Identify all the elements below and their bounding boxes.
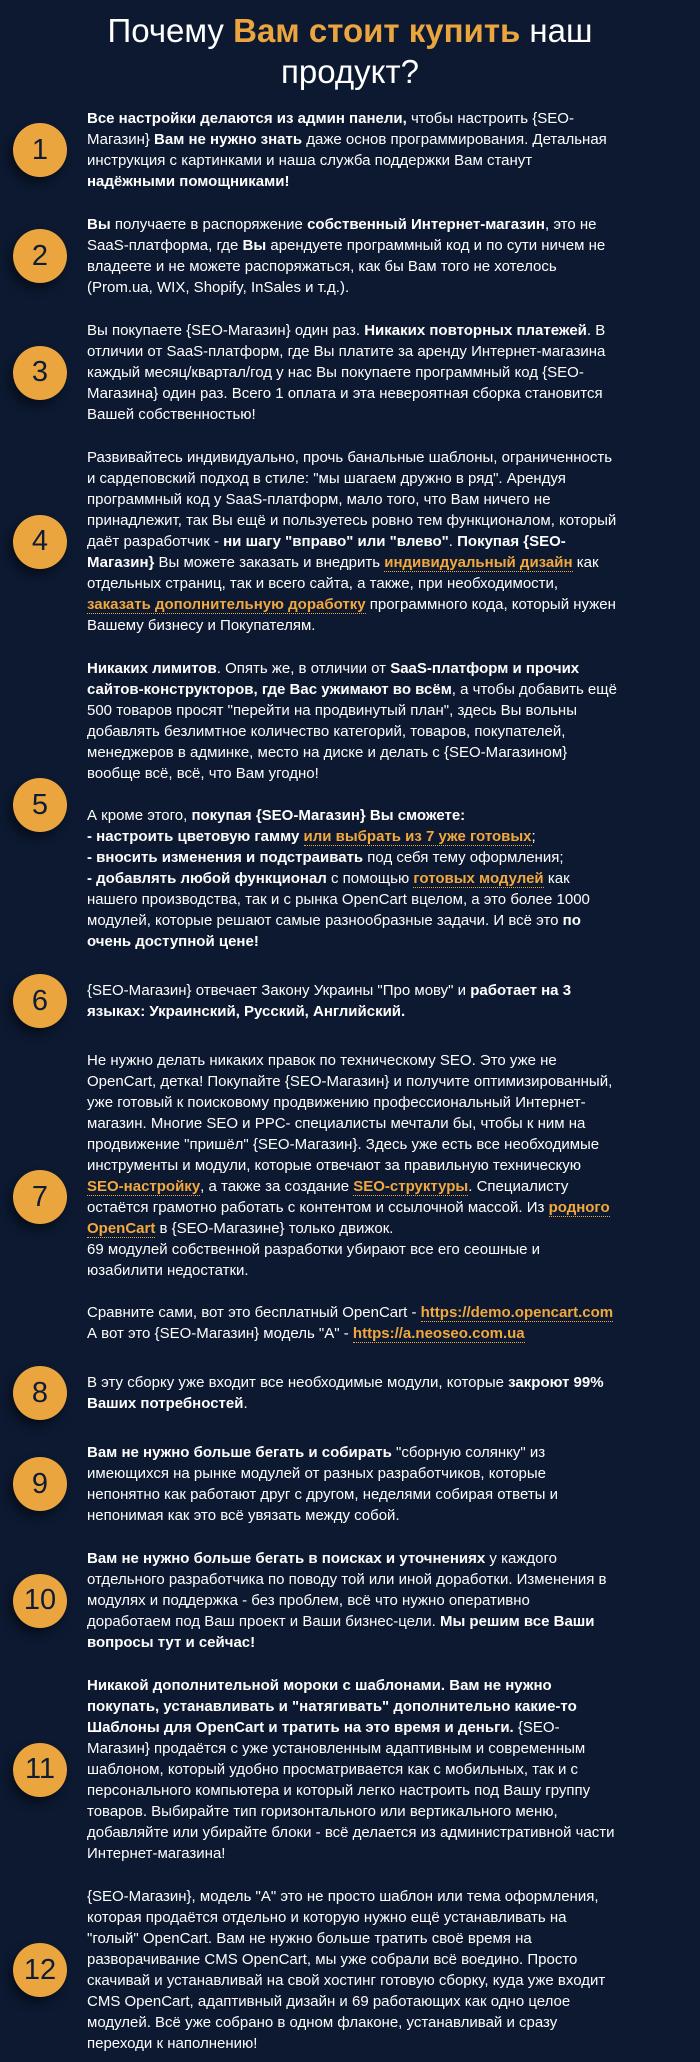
text-run: Вам стоит купить bbox=[233, 12, 521, 49]
text-run: наш bbox=[520, 12, 593, 49]
benefit-item bbox=[13, 1442, 618, 1526]
item-text bbox=[87, 980, 618, 1022]
text-run: , а чтобы добавить ещё 500 товаров просят "перейти на продвинутый план", здесь Вы вольны добавлять безлимтное количество категорий, товаров, покупателей, менеджеров в админке, место на диске и делать с {SEO-Магазином} вообще всё, всё, что Вам угодно! bbox=[87, 681, 617, 782]
paragraph bbox=[87, 1050, 618, 1281]
text-run: в {SEO-Магазине} только движок. bbox=[155, 1220, 394, 1237]
text-run: Развивайтесь индивидуально, прочь банальные шаблоны, ограниченность и сардеповский подход в стиле: "мы шагаем дружно в ряд". Арендуя программный код у SaaS-платформ, мало того, что Вам ничего не принадлежит, так Вы ещё и пользуетесь ровно тем функционалом, который даёт разработчик - bbox=[87, 449, 617, 550]
item-text bbox=[87, 214, 618, 298]
item-number-badge: 5 bbox=[13, 778, 67, 832]
text-run: ; bbox=[531, 828, 536, 845]
text-run: Вам не нужно больше бегать и собирать bbox=[87, 1444, 392, 1461]
item-text bbox=[87, 1675, 618, 1864]
text-run: . Специалисту остаётся грамотно работать с контентом и ссылочной массой. Из bbox=[87, 1178, 569, 1216]
text-link[interactable]: родного OpenCart bbox=[87, 1199, 610, 1237]
paragraph bbox=[87, 1886, 618, 2054]
text-run: Не нужно делать никаких правок по техническому SEO. Это уже не OpenCart, детка! Покупайте {SEO-Магазин} и получите оптимизированный, уже готовый к поисковому продвижению профессиональный Интернет-магазин. Многие SEO и PPC- специалисты мечтали бы, чтобы к ним на продвижение "пришёл" {SEO-Магазин}. Здесь уже есть все необходимые инструменты и модули, которые отвечают за правильную техническую bbox=[87, 1052, 613, 1174]
text-run: В эту сборку уже входит все необходимые модули, которые bbox=[87, 1374, 509, 1391]
text-run: , это не SaaS-платформа, где bbox=[87, 216, 597, 254]
item-text bbox=[87, 1886, 618, 2054]
paragraph bbox=[87, 1675, 618, 1864]
text-link[interactable]: готовых модулей bbox=[413, 870, 544, 887]
item-text bbox=[87, 447, 618, 636]
paragraph bbox=[87, 980, 618, 1022]
item-text bbox=[87, 658, 618, 952]
text-run: как нашего производства, так и с рынка OpenCart вцелом, а это более 1000 модулей, которые решают самые разнообразные задачи. И всё это bbox=[87, 870, 590, 929]
text-run: с помощью bbox=[326, 870, 414, 887]
item-text bbox=[87, 108, 618, 192]
text-run: Вы можете заказать и внедрить bbox=[154, 554, 385, 571]
text-run: Мы решим все Ваши вопросы тут и сейчас! bbox=[87, 1613, 595, 1651]
text-run: Никаких лимитов bbox=[87, 660, 217, 677]
item-number-badge: 12 bbox=[13, 1943, 67, 1997]
benefit-item bbox=[13, 1050, 618, 1344]
page-title bbox=[0, 10, 700, 92]
text-run: Все настройки делаются из админ панели, bbox=[87, 110, 407, 127]
item-number-badge: 1 bbox=[13, 123, 67, 177]
text-run: , а также за создание bbox=[200, 1178, 354, 1195]
text-run: Вы bbox=[87, 216, 111, 233]
text-link[interactable]: заказать дополнительную доработку bbox=[87, 596, 366, 613]
text-run: . Опять же, в отличии от bbox=[216, 660, 391, 677]
text-run: - настроить цветовую гамму bbox=[87, 828, 304, 845]
benefit-item bbox=[13, 1548, 618, 1653]
text-link[interactable]: SEO-настройку bbox=[87, 1178, 201, 1195]
text-link[interactable]: SEO-структуры bbox=[353, 1178, 469, 1195]
item-text bbox=[87, 1442, 618, 1526]
text-run: "сборную солянку" из имеющихся на рынке модулей от разных разработчиков, которые непонятно как работают друг с другом, неделями собирая ответы и непонимая как это всё увязать между собой. bbox=[87, 1444, 559, 1524]
text-run: 69 модулей собственной разработки убирают все его сеошные и юзабилити недостатки. bbox=[87, 1241, 541, 1279]
text-run: даже основ программирования. Детальная инструкция с картинками и наша служба поддержки Вам станут bbox=[87, 131, 607, 169]
text-run: по очень доступной цене! bbox=[87, 912, 581, 950]
item-number-badge: 9 bbox=[13, 1457, 67, 1511]
text-run: работает на 3 языках: Украинский, Русский, Английский. bbox=[87, 982, 572, 1020]
benefit-item bbox=[13, 108, 618, 192]
text-run: - добавлять любой функционал bbox=[87, 870, 327, 887]
benefit-item bbox=[13, 320, 618, 425]
benefit-item bbox=[13, 1366, 618, 1420]
item-number-badge: 8 bbox=[13, 1366, 67, 1420]
item-text bbox=[87, 320, 618, 425]
text-run: {SEO-Магазин} отвечает Закону Украины "Про мову" и bbox=[87, 982, 471, 999]
item-number-badge: 4 bbox=[13, 515, 67, 569]
paragraph bbox=[87, 320, 618, 425]
benefit-item bbox=[13, 1886, 618, 2054]
text-run: - вносить изменения и подстраивать bbox=[87, 849, 364, 866]
item-number-badge: 11 bbox=[13, 1743, 67, 1797]
text-run: . В отличии от SaaS-платформ, где Вы платите за аренду Интернет-магазина каждый месяц/квартал/год у нас Вы покупаете программный код {SEO-Магазина} один раз. Всего 1 оплата и эта невероятная сборка становится Вашей собственностью! bbox=[87, 322, 606, 423]
text-run: собственный Интернет-магазин bbox=[307, 216, 545, 233]
text-run: {SEO-Магазин}, модель "А" это не просто шаблон или тема оформления, которая продаётся отдельно и которую нужно ещё устанавливать на "голый" OpenCart. Вам не нужно больше тратить своё время на разворачивание CMS OpenCart, мы уже собрали всё воедино. Просто скачивай и устанавливай на свой хостинг готовую сборку, куда уже входит CMS OpenCart, адаптивный дизайн и 69 работающих как одно целое модулей. Всё уже собрано в одном флаконе, устанавливай и сразу переходи к наполнению! bbox=[87, 1888, 606, 2052]
text-run: под себя тему оформления; bbox=[363, 849, 564, 866]
benefit-item bbox=[13, 658, 618, 952]
benefit-item bbox=[13, 974, 618, 1028]
paragraph bbox=[87, 1302, 618, 1344]
item-text bbox=[87, 1548, 618, 1653]
text-run: арендуете программный код и по сути ничем не владеете и не можете распоряжаться, как бы Вам того не хотелось (Prom.ua, WIX, Shopify, InSales и т.д.). bbox=[87, 237, 606, 296]
paragraph bbox=[87, 214, 618, 298]
paragraph bbox=[87, 1548, 618, 1653]
item-number-badge: 6 bbox=[13, 974, 67, 1028]
text-run: Никаких повторных платежей bbox=[364, 322, 587, 339]
text-link[interactable]: https://a.neoseo.com.ua bbox=[352, 1325, 525, 1342]
text-run: . bbox=[448, 533, 458, 550]
paragraph bbox=[87, 1442, 618, 1526]
benefit-item bbox=[13, 1675, 618, 1864]
item-text bbox=[87, 1050, 618, 1344]
text-link[interactable]: или выбрать из 7 уже готовых bbox=[303, 828, 532, 845]
benefits-list bbox=[13, 108, 618, 2054]
text-link[interactable]: индивидуальный дизайн bbox=[384, 554, 573, 571]
text-run: SaaS-платформ и прочих сайтов-конструкторов, где Вас ужимают во всём bbox=[87, 660, 580, 698]
benefit-item bbox=[13, 447, 618, 636]
text-run: Вам не нужно больше бегать в поисках и уточнениях bbox=[87, 1550, 486, 1567]
text-run: покупая {SEO-Магазин} Вы сможете: bbox=[191, 807, 466, 824]
text-run: . bbox=[243, 1395, 248, 1412]
text-run: продукт? bbox=[281, 53, 419, 90]
text-run: Сравните сами, вот это бесплатный OpenCart - bbox=[87, 1304, 421, 1321]
item-number-badge: 10 bbox=[13, 1574, 67, 1628]
text-run: получаете в распоряжение bbox=[110, 216, 308, 233]
item-number-badge: 7 bbox=[13, 1170, 67, 1224]
text-run: чтобы настроить {SEO-Магазин} bbox=[87, 110, 574, 148]
paragraph bbox=[87, 447, 618, 636]
text-run: Покупая {SEO-Магазин} bbox=[87, 533, 566, 571]
paragraph bbox=[87, 1372, 618, 1414]
item-number-badge: 3 bbox=[13, 346, 67, 400]
paragraph bbox=[87, 658, 618, 784]
benefit-item bbox=[13, 214, 618, 298]
text-run: Никакой дополнительной мороки с шаблонами. Вам не нужно покупать, устанавливать и "натягивать" дополнительно какие-то Шаблоны для OpenCart и тратить на это время и деньги. bbox=[87, 1677, 577, 1736]
text-run: А вот это {SEO-Магазин} модель "А" - bbox=[87, 1325, 353, 1342]
text-run: Вы покупаете {SEO-Магазин} один раз. bbox=[87, 322, 365, 339]
paragraph bbox=[87, 805, 618, 952]
text-run: {SEO-Магазин} продаётся с уже установленным адаптивным и современным шаблоном, который удобно просматривается как с мобильных, так и с персонального компьютера и который легко настроить под Вашу группу товаров. Выбирайте тип горизонтального или вертикального меню, добавляйте или убирайте блоки - всё делается из административной части Интернет-магазина! bbox=[87, 1719, 615, 1862]
text-run: Вы bbox=[242, 237, 267, 254]
text-run: программного кода, который нужен Вашему бизнесу и Покупателям. bbox=[87, 596, 616, 634]
text-run: А кроме этого, bbox=[87, 807, 192, 824]
text-run: Почему bbox=[107, 12, 234, 49]
text-run: как отдельных страниц, так и всего сайта, а также, при необходимости, bbox=[87, 554, 599, 592]
text-run: у каждого отдельного разработчика по поводу той или иной доработки. Изменения в модулях и поддержка - без проблем, всё что нужно оперативно доработаем под Ваш проект и Ваши бизнес-цели. bbox=[87, 1550, 607, 1630]
item-number-badge: 2 bbox=[13, 229, 67, 283]
text-run: ни шагу "вправо" или "влево" bbox=[223, 533, 449, 550]
item-text bbox=[87, 1372, 618, 1414]
paragraph bbox=[87, 108, 618, 192]
text-run: Вам не нужно знать bbox=[154, 131, 303, 148]
text-run: надёжными помощниками! bbox=[87, 173, 290, 190]
text-link[interactable]: https://demo.opencart.com bbox=[420, 1304, 614, 1321]
text-run: закроют 99% Ваших потребностей bbox=[87, 1374, 604, 1412]
